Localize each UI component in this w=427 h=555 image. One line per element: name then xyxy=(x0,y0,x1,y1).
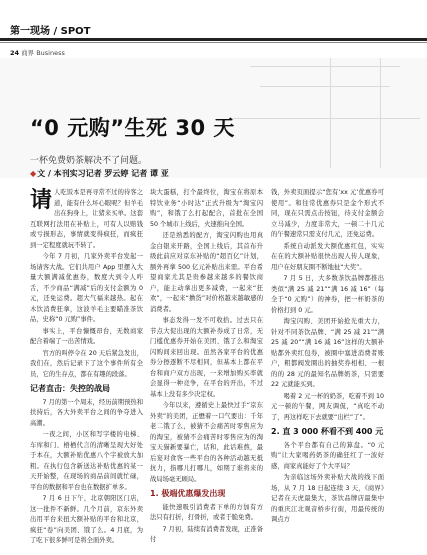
paragraph: 钱，外卖页面提示“您有‘xx 元’优惠券可使用”。和往常优惠券只是金个形式不同，现在只需点击按钮，待支付金额会立马减少，力度非常大，一顿二十几元的午餐速常只需支付几元，还免运费。 xyxy=(271,189,384,238)
header-rule-thin xyxy=(0,42,427,43)
magazine-name-en: Business xyxy=(36,49,65,57)
page-header xyxy=(0,0,427,60)
numbered-heading: 1. 极端优惠爆发出现 xyxy=(150,489,226,498)
paragraph: 请人吃饭本是再寻常不过的待客之道，能有什么坏心眼呢？但羊毛出在狗身上，让猪来买单。这套互联网打法用在补贴上，可有人以赔钱或亏损形态，事情就变得疯狂，而疯狂到一定程度就玩不转了。 xyxy=(30,187,143,249)
page-number-line xyxy=(10,48,65,57)
article-title: “0 元购”生死 30 天 xyxy=(30,116,235,140)
byline-text: 文 / 本刊实习记者 罗云婷 记者 谭 亚 xyxy=(37,169,169,178)
paragraph: 7 月 5 日，大多数茶饮品牌都推出类似“满 25 减 21”“满 16 减 16”（每全于“0 元购”）的神券，把一杯奶茶的价格打到 0 元。 xyxy=(271,275,384,314)
paragraph: 块大蛋糕，打个最终位，淘宝在将原本特饮业务“小时达”正式升级为“淘宝闪购”，和饿了么打起配合，首批在全国 50 个城市上线后，火速推向全国。 xyxy=(150,189,263,228)
paragraph: 能快速吸引消费者下单的方加有方法只有打折，打骨折，或者于脆免费。 xyxy=(150,503,263,521)
section-title: 第一现场 / SPOT xyxy=(10,26,91,37)
page-number: 24 xyxy=(10,49,20,57)
column-1 xyxy=(30,188,143,548)
paragraph: 喝着 2 元一杯的奶茶，吃着不到 10 元一顿的午餐，网友调侃，“真吃不动了，再这样吃下去就要“出栏”了”。 xyxy=(271,392,384,421)
paragraph: 还是熟悉的配方，淘宝闪购也用真金白银来开路，全国上线后，其首布升级此前应对京东补贴的“超百亿”计划，额外再拿 500 亿元补贴出来需。平台希望商家尤其是贵参越来越多的餐饮商户，能主动拿出更多减费，一起来“狂欢”，一起来“撸货”对价格越来越敏感的消费者。 xyxy=(150,232,263,313)
paragraph: 官方的叫停令在 20 天后紧急发出，我们在，然后记录下了这个事件所有全员，它的生存点，都在有趣的段落。 xyxy=(30,349,143,378)
paragraph: 今年 7 月初，几家外卖平台发起一场请客大战。它们共用户 App 里摆入大量大额满减优惠券，数度大到令人咋舌，不少商品“满减”后的支付金额为 0 元，还免运费。超大气福来越热。起在木饮消费狂拿，这波羊毛主要瞄准茶饮品，史称“0 元购”事件。 xyxy=(30,253,143,323)
article-subtitle: 一杯免费奶茶解决不了问题。 xyxy=(30,156,148,166)
paragraph: 7 月的第一个周末，经历前期预热和扶持后，各大外卖平台之间的争夺进入高潮。 xyxy=(30,398,143,427)
paragraph: 为亲临这场外卖补贴大战的线下面场，从 7 月 18 日起连续 3 天，《商界》记者在天虎最集大，茶饮品牌店最集中的重庆江北观音桥步行街，用最传统的调点方 xyxy=(271,474,384,523)
paragraph: 7 月初，陆续有消费者发现，正准备付 xyxy=(150,525,263,543)
paragraph: 各个平台都有自己的算盘。“0 元购”让大家喝药奶茶的确狂红了一波好感，商家真能好了个大平局？ xyxy=(271,441,384,470)
paragraph: 一夜之间，小区和写字楼的电梯、车库和门、梧栖代言的清晰呈现大好处于本在，大额补贴优惠八个字被放大加粗。在执行包含新送达补贴优惠的某一天开始整，在现场的商品前间就忙碌，平台的数据和平台也在数据扩单多。 xyxy=(30,431,143,491)
paragraph: 事态发得一发不可收拾。过去只在节点大促出现的大额补券成了日常，无门槛优惠券开始在美团、饿了么和淘宝闪购间来回出现。虽然各家平台的优惠券分擦逐断不尽相同，但基本上都在平台和商户双方出现，一来增加购买率就会显得一种竞争，在平台的开出，不过基本上没有多少决定权。 xyxy=(150,317,263,398)
paragraph: 淘宝闪购、美团开始抢光重大力，针对不同茶饮品牌、“满 25 减 21”“满 25 减 20”“满 16 减 16”这样的大额补贴都外卖红包券，被圈中塞进消费者账户，粗都阀发圈出的抽奖券相相、一根的的 28 元的最知名品牌奶茶，只需要 22 元就能买到。 xyxy=(271,318,384,388)
paragraph: 今年以来，遵循史上最快过手“京东外卖”的美团，正懋着一口气要出：千年老二饿了么，被猜不会痛苦时零售应为的淘宝，被猜不会痛苦时零售应为的淘宝天猫新要暴亡，话和，此话难熬，最后宴对食客一些平台的各种活动越无抵抗力，指哪儿打哪儿，如期了谁将来的战局场毫无顾局。 xyxy=(150,402,263,483)
paragraph: 事实上，平台慷慨昂台，无数商家配合着端了一出苦情戏。 xyxy=(30,327,143,345)
column-3 xyxy=(271,188,384,527)
paragraph: 系统自动派发大额优惠红包，实实在在的大额补贴很快出现人传人现象，用户在好朋友圈不断地扯“大奖”。 xyxy=(271,242,384,271)
byline-marker-icon: ◆ xyxy=(30,169,37,178)
magazine-name: 商界 xyxy=(21,49,35,57)
section-heading: 记者直击：失控的战局 xyxy=(30,384,110,393)
header-rule xyxy=(0,38,427,41)
drop-cap: 请 xyxy=(30,187,53,213)
numbered-heading: 2. 直 3 000 杯看不到 400 元 xyxy=(271,427,384,436)
paragraph: 7 月 6 日下午，北京朝阳区门店，这一批件不新鲜。几个月前，京东外卖出用平台来扭大额补贴的平台和北京，疯狂“卷”向美团、饿了么。4 月底，为了吃下很多鲜可是将全面外卖。 xyxy=(30,495,143,544)
column-2 xyxy=(150,188,263,547)
article-byline xyxy=(30,168,169,179)
